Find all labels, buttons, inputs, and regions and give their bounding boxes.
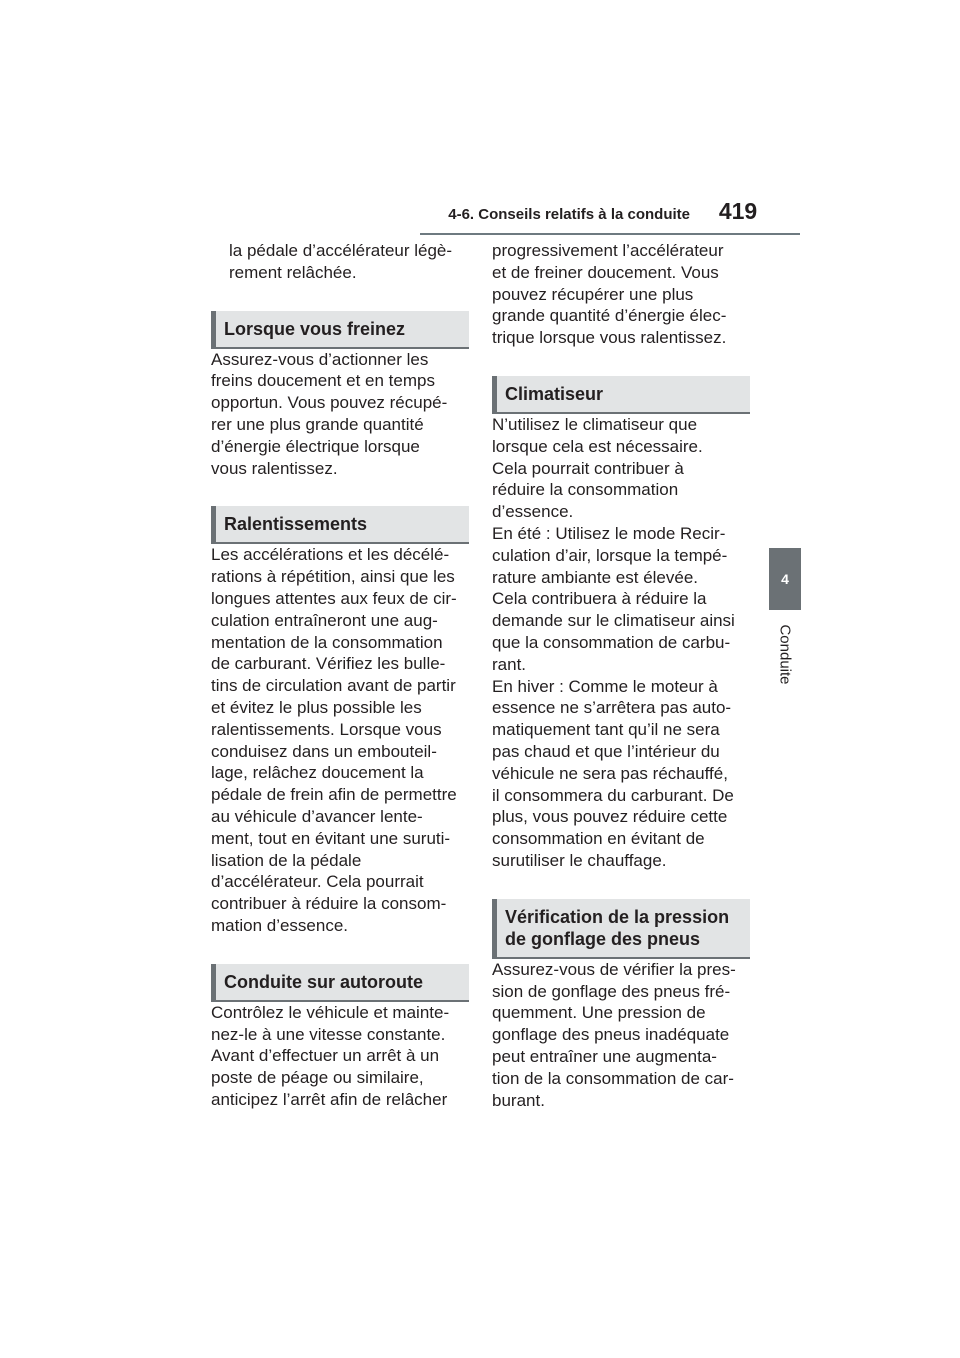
left-column (211, 240, 469, 1111)
header-rule (420, 233, 800, 235)
header-section-title: 4-6. Conseils relatifs à la conduite (448, 206, 690, 223)
chapter-label (769, 620, 801, 688)
section-body-slowdowns: Les accélérations et les décélé- rations à répétition, ainsi que les longues attentes aux feux de cir- culation entraîneront une aug- mentation de la consommation de carburant. Vérifiez les bulle- tins de circulation avant de partir et évitez le plus possible les ralentissements. Lorsque vous conduisez dans un embouteil- lage, relâchez doucement la pédale de frein afin de permettre au véhicule d’avancer lente- ment, tout en évitant une suruti- lisation de la pédale d’accélérateur. Cela pourrait contribuer à réduire la consom- mation d’essence. (211, 545, 457, 935)
section-body-highway: Contrôlez le véhicule et mainte- nez-le à une vitesse constante. Avant d’effectuer un arrêt à un poste de péage ou similaire, anticipez l’arrêt afin de relâcher (211, 1002, 450, 1109)
chapter-number: 4 (781, 571, 789, 587)
section-body-braking: Assurez-vous d’actionner les freins doucement et en temps opportun. Vous pouvez récupé- rer une plus grande quantité d’énergie électrique lorsque vous ralentissez. (211, 349, 448, 478)
page-number: 419 (718, 198, 758, 224)
section-heading-air-conditioning: Climatiseur (492, 376, 750, 414)
section-heading-braking: Lorsque vous freinez (211, 311, 469, 349)
section-heading-highway: Conduite sur autoroute (211, 964, 469, 1002)
left-intro-text: la pédale d’accélérateur légè- rement relâchée. (229, 241, 453, 282)
chapter-label-text: Conduite (776, 623, 794, 685)
right-column (492, 240, 750, 1111)
section-body-air-conditioning: N’utilisez le climatiseur que lorsque cela est nécessaire. Cela pourrait contribuer à réduire la consommation d’essence. En été : Utilisez le mode Recir- culation d’air, lorsque la tempé- rature ambiante est élevée. Cela contribuera à réduire la demande sur le climatiseur ainsi que la consommation de carbu- rant. En hiver : Comme le moteur à essence ne s’arrêtera pas auto- matiquement tant qu’il ne sera pas chaud et que l’intérieur du véhicule ne sera pas réchauffé, il consommera du carburant. De plus, vous pouvez réduire cette consommation en évitant de surutiliser le chauffage. (492, 414, 735, 870)
chapter-tab (769, 548, 801, 610)
section-body-tire-pressure: Assurez-vous de vérifier la pres- sion de gonflage des pneus fré- quemment. Une pression de gonflage des pneus inadéquate peut entraîner une augmenta- tion de la consommation de car- burant. (492, 959, 736, 1110)
right-intro-text: progressivement l’accélérateur et de freiner doucement. Vous pouvez récupérer une plus grande quantité d’énergie élec- trique lorsque vous ralentissez. (492, 241, 727, 348)
section-heading-slowdowns: Ralentissements (211, 506, 469, 544)
section-heading-tire-pressure: Vérification de la pression de gonflage des pneus (492, 899, 750, 959)
